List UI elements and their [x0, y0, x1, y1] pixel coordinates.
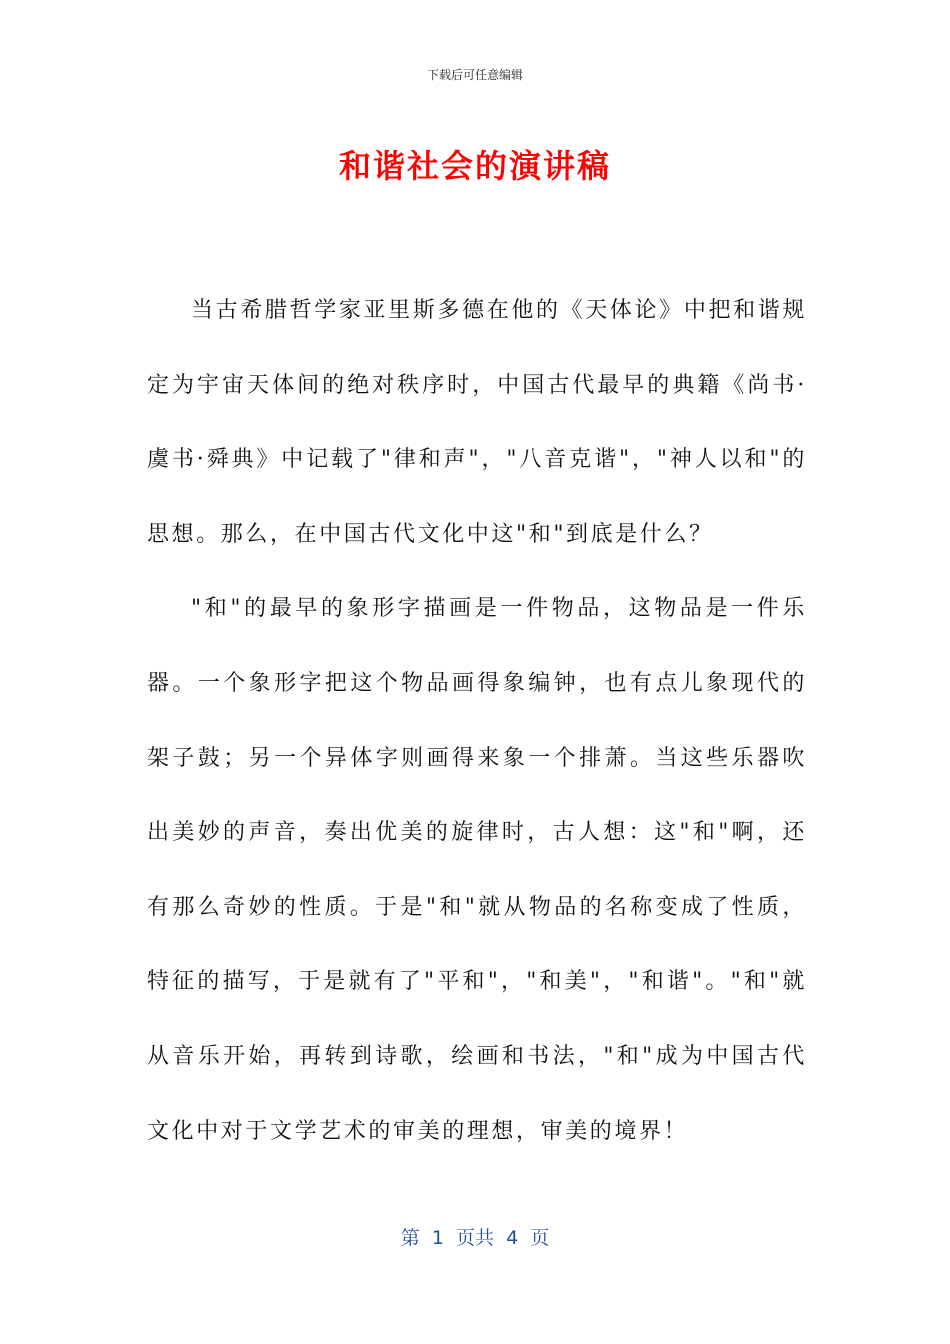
document-body [147, 274, 807, 1169]
paragraph-1: 当古希腊哲学家亚里斯多德在他的《天体论》中把和谐规定为宇宙天体间的绝对秩序时，中国古代最早的典籍《尚书·虞书·舜典》中记载了"律和声"，"八音克谐"，"神人以和"的思想。那么，在中国古代文化中这"和"到底是什么？ [147, 298, 807, 547]
paragraph-2: "和"的最早的象形字描画是一件物品，这物品是一件乐器。一个象形字把这个物品画得象编钟，也有点儿象现代的架子鼓；另一个异体字则画得来象一个排萧。当这些乐器吹出美妙的声音，奏出优美的旋律时，古人想：这"和"啊，还有那么奇妙的性质。于是"和"就从物品的名称变成了性质，特征的描写，于是就有了"平和"，"和美"，"和谐"。"和"就从音乐开始，再转到诗歌，绘画和书法，"和"成为中国古代文化中对于文学艺术的审美的理想，审美的境界！ [147, 596, 807, 1144]
header-note: 下载后可任意编辑 [426, 68, 523, 82]
page-footer: 第 1 页共 4 页 [400, 1227, 550, 1249]
document-title: 和谐社会的演讲稿 [338, 147, 611, 185]
